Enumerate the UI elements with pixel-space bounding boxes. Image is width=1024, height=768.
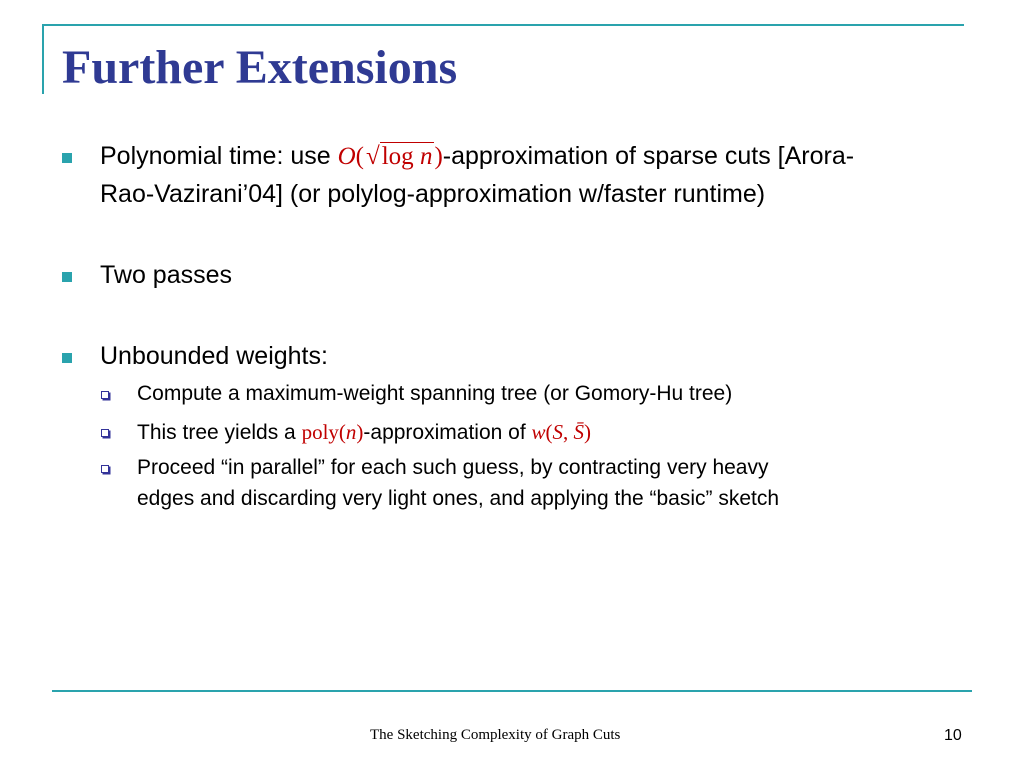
sub-bullet-checkbox-icon bbox=[101, 391, 109, 399]
sqrt-radicand bbox=[380, 142, 435, 171]
footer-title: The Sketching Complexity of Graph Cuts bbox=[370, 727, 621, 743]
sub-bullet-tree-approximation bbox=[137, 420, 591, 445]
sub-bullet-checkbox-icon bbox=[101, 429, 109, 437]
math-n: n bbox=[419, 143, 433, 170]
bullet-text: Polynomial time: use bbox=[100, 142, 338, 170]
math-poly-n bbox=[302, 420, 364, 444]
math-s-bar: S̄ bbox=[573, 420, 585, 444]
math-paren: ) bbox=[356, 420, 364, 444]
bullet-unbounded-weights: Unbounded weights: bbox=[100, 342, 328, 370]
bullet-text: -approximation of sparse cuts [Arora- bbox=[442, 142, 855, 170]
bullet-square-icon bbox=[62, 272, 72, 282]
bullet-polynomial-time-line1 bbox=[100, 142, 854, 171]
sqrt-symbol: √ bbox=[366, 143, 380, 170]
math-paren: ( bbox=[355, 143, 364, 170]
sub-bullet-checkbox-icon bbox=[101, 465, 109, 473]
math-paren: ) bbox=[584, 420, 592, 444]
math-w-s-sbar bbox=[532, 420, 592, 444]
math-o: O bbox=[337, 143, 356, 170]
slide-title: Further Extensions bbox=[62, 41, 458, 94]
bullet-polynomial-time-line2: Rao-Vazirani’04] (or polylog-approximation w/faster runtime) bbox=[100, 180, 766, 208]
math-paren: ) bbox=[434, 143, 443, 170]
math-log: log bbox=[381, 143, 414, 170]
sub-bullet-text: This tree yields a bbox=[137, 421, 302, 444]
sub-bullet-proceed-line2: edges and discarding very light ones, and applying the “basic” sketch bbox=[137, 487, 780, 510]
math-poly: poly( bbox=[301, 420, 346, 444]
left-rule bbox=[42, 24, 44, 94]
math-big-o bbox=[338, 143, 443, 170]
sub-bullet-spanning-tree: Compute a maximum-weight spanning tree (or Gomory-Hu tree) bbox=[137, 382, 733, 405]
math-sqrt bbox=[364, 142, 434, 171]
bottom-rule bbox=[52, 690, 972, 692]
math-paren: ( bbox=[545, 420, 553, 444]
math-w: w bbox=[531, 420, 546, 444]
top-rule bbox=[42, 24, 964, 26]
bullet-square-icon bbox=[62, 353, 72, 363]
math-s: S bbox=[552, 420, 564, 444]
math-n: n bbox=[345, 420, 357, 444]
sub-bullet-proceed-line1: Proceed “in parallel” for each such guess, by contracting very heavy bbox=[137, 456, 769, 479]
bullet-square-icon bbox=[62, 153, 72, 163]
page-number: 10 bbox=[944, 727, 962, 744]
sub-bullet-text: -approximation of bbox=[363, 421, 532, 444]
math-comma: , bbox=[563, 420, 574, 444]
bullet-two-passes: Two passes bbox=[100, 261, 233, 289]
